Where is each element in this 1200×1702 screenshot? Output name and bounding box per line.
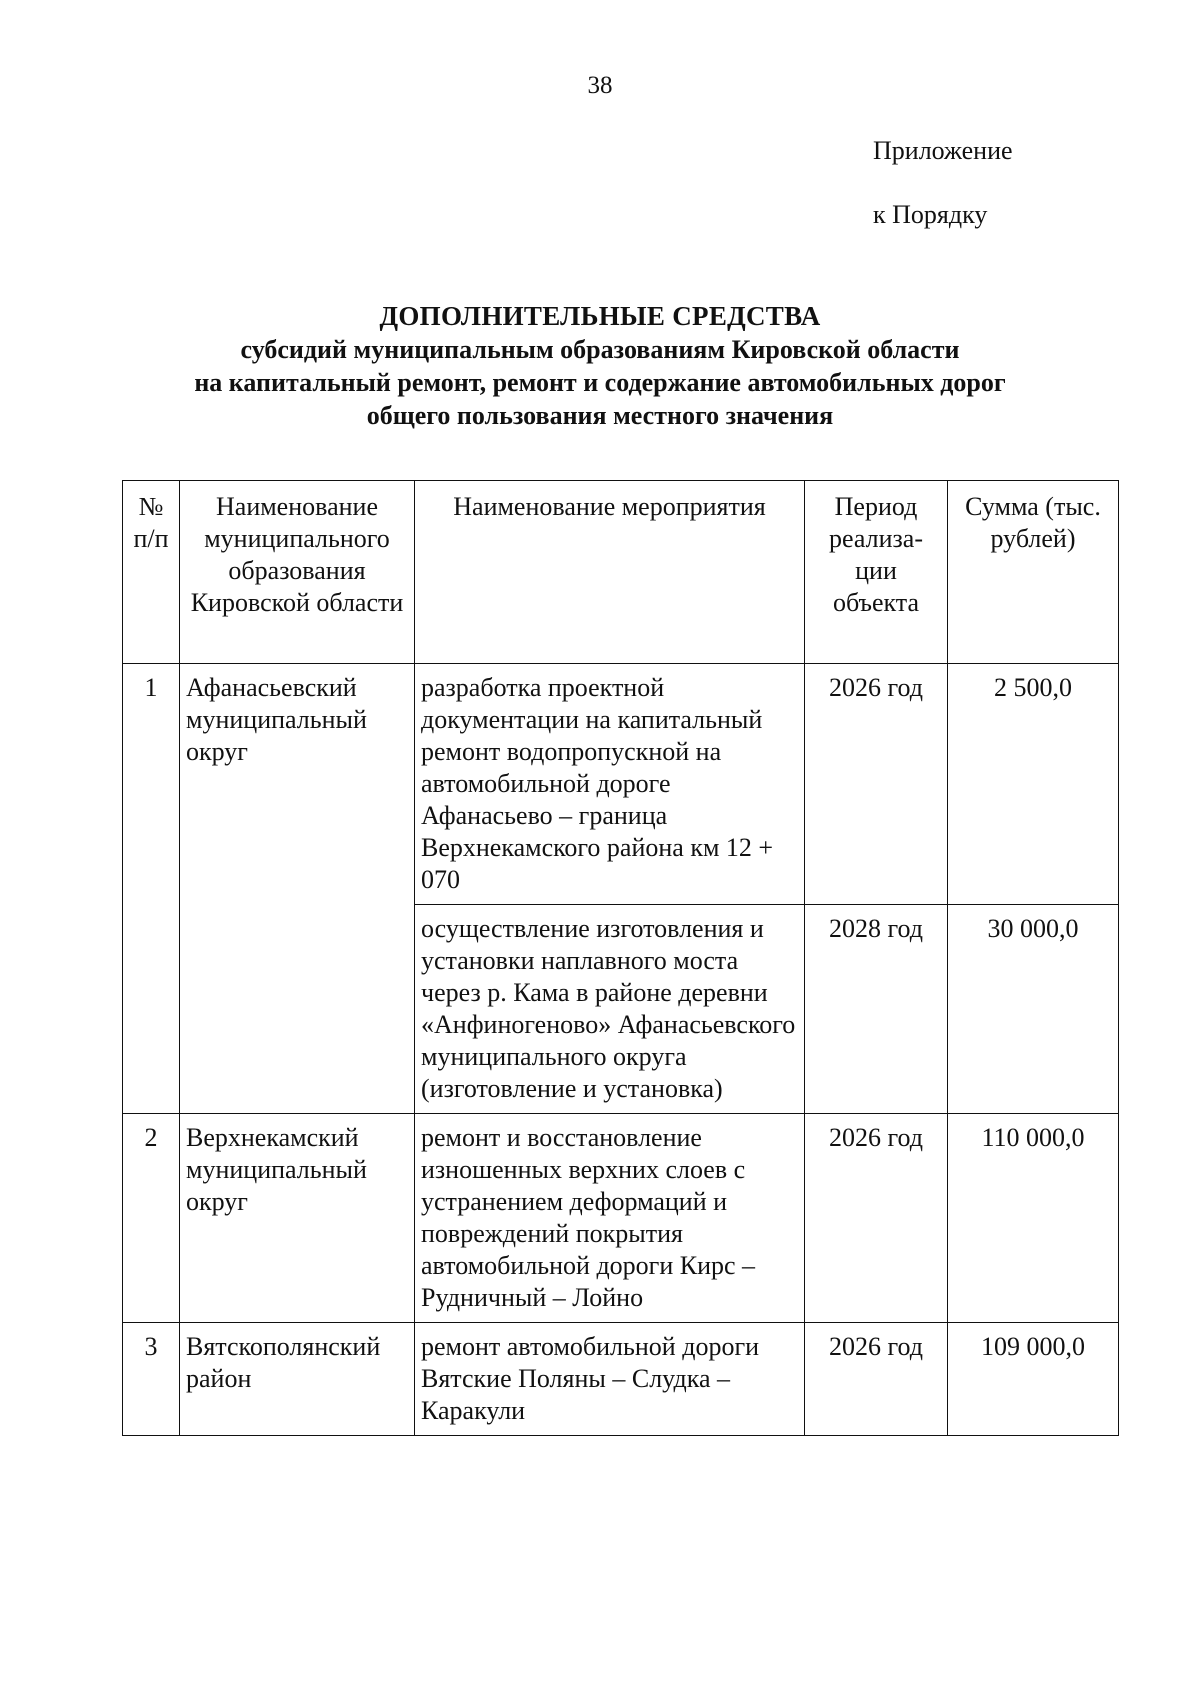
row-municipality: Афанасьевский муниципальный округ	[180, 664, 415, 1114]
row-number: 1	[123, 664, 180, 1114]
page-number: 38	[587, 72, 613, 99]
row-municipality: Верхнекамский муниципальный округ	[180, 1114, 415, 1323]
document-subtitle-line-3: общего пользования местного значения	[366, 401, 834, 430]
document-title-block	[100, 300, 1100, 432]
header-activity: Наименование мероприятия	[415, 481, 805, 664]
row-number: 2	[123, 1114, 180, 1323]
table-row	[123, 664, 1119, 905]
row-activity: ремонт и восстановление изношенных верхних слоев с устранением деформаций и повреждений покрытия автомобильной дороги Кирс – Рудничный – Лойно	[415, 1114, 805, 1323]
row-sum: 30 000,0	[948, 905, 1119, 1114]
table-header-row	[123, 481, 1119, 664]
appendix-label: Приложение	[873, 136, 1013, 165]
row-sum: 109 000,0	[948, 1323, 1119, 1436]
header-sum: Сумма (тыс. рублей)	[948, 481, 1119, 664]
row-period: 2026 год	[805, 1323, 948, 1436]
table-row	[123, 1323, 1119, 1436]
appendix-reference: к Порядку	[873, 200, 988, 229]
row-sum: 2 500,0	[948, 664, 1119, 905]
row-period: 2028 год	[805, 905, 948, 1114]
subsidy-table	[122, 480, 1119, 1436]
row-activity: ремонт автомобильной дороги Вятские Поляны – Слудка – Каракули	[415, 1323, 805, 1436]
document-title: ДОПОЛНИТЕЛЬНЫЕ СРЕДСТВА	[379, 301, 821, 331]
row-activity: осуществление изготовления и установки наплавного моста через р. Кама в районе деревни «Анфиногеново» Афанасьевского муниципального округа (изготовление и установка)	[415, 905, 805, 1114]
row-period: 2026 год	[805, 1114, 948, 1323]
row-sum: 110 000,0	[948, 1114, 1119, 1323]
document-subtitle-line-1: субсидий муниципальным образованиям Кировской области	[240, 335, 960, 364]
document-subtitle-line-2: на капитальный ремонт, ремонт и содержание автомобильных дорог	[194, 368, 1006, 397]
row-municipality: Вятскополянский район	[180, 1323, 415, 1436]
header-municipality: Наименование муниципального образования Кировской области	[180, 481, 415, 664]
header-number: № п/п	[123, 481, 180, 664]
row-activity: разработка проектной документации на капитальный ремонт водопропускной на автомобильной дороге Афанасьево – граница Верхнекамского района км 12 + 070	[415, 664, 805, 905]
header-period: Период реализа-ции объекта	[805, 481, 948, 664]
row-period: 2026 год	[805, 664, 948, 905]
table-row	[123, 1114, 1119, 1323]
row-number: 3	[123, 1323, 180, 1436]
